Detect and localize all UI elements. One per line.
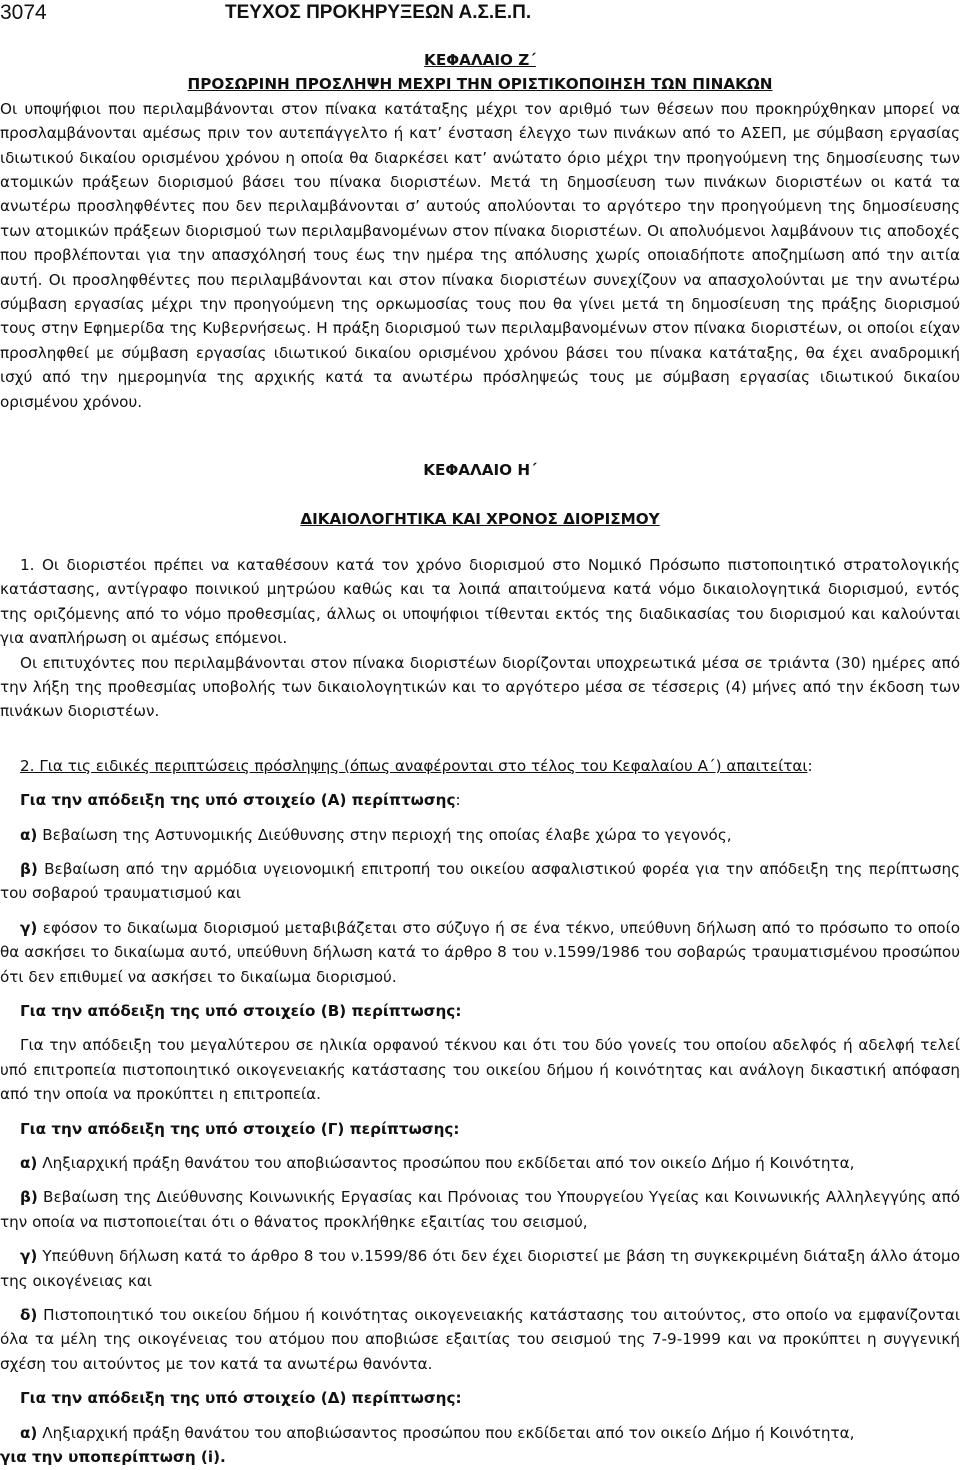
case-c-item-d (0, 1303, 960, 1376)
item-label: α) (20, 825, 38, 844)
item-label: β) (20, 859, 38, 878)
item-text: Βεβαίωση της Διεύθυνσης Κοινωνικής Εργασίας και Πρόνοιας του Υπουργείου Υγείας και Κοινωνικής Αλληλεγγύης από την οποία να πιστοποιείται ότι ο θάνατος προκλήθηκε εξαιτίας του σεισμού, (0, 1188, 960, 1231)
case-c-item-b (0, 1185, 960, 1234)
item-label: γ) (20, 918, 38, 937)
document-body (0, 30, 960, 1470)
case-a-heading (0, 788, 960, 812)
chapter-z-paragraph: Οι υποψήφιοι που περιλαμβάνονται στον πίνακα κατάταξης μέχρι τον αριθμό των θέσεων που προκηρύχθηκαν μπορεί να προσλαμβάνονται αμέσως πριν τον αυτεπάγγελτο ή κατ’ ένσταση έλεγχο των πινάκων από το ΑΣΕΠ, με σύμβαση εργασίας ιδιωτικού δικαίου ορισμένου χρόνου η οποία θα διαρκέσει κατ’ ανώτατο όριο μέχρι την προηγούμενη της δημοσίευσης των ατομικών πράξεων διορισμού βάσει του πίνακα διοριστέων. Μετά τη δημοσίευση των πινάκων διοριστέων οι κατά τα ανωτέρω προσληφθέντες που δεν περιλαμβάνονται σ’ αυτούς απολύονται το αργότερο την προηγούμενη της δημοσίευσης των ατομικών πράξεων διορισμού των περιλαμβανομένων στον πίνακα διοριστέων. Οι απολυόμενοι λαμβάνουν τις αποδοχές που προβλέπονται για την απασχόλησή τους έως την ημέρα της απόλυσης χωρίς οποιαδήποτε αποζημίωση από την αιτία αυτή. Οι προσληφθέντες που περιλαμβάνονται και στον πίνακα διοριστέων συνεχίζουν να απασχολούνται με την ανωτέρω σύμβαση εργασίας μέχρι την προηγούμενη της ορκωμοσίας τους που θα γίνει μετά τη δημοσίευση της πράξης διορισμού τους στην Εφημερίδα της Κυβερνήσεως. Η πράξη διορισμού των περιλαμβανομένων στον πίνακα διοριστέων, οι οποίοι είχαν προσληφθεί με σύμβαση εργασίας ιδιωτικού δικαίου ορισμένου χρόνου βάσει του πίνακα κατάταξης, θα έχει αναδρομική ισχύ από την ημερομηνία της αρχικής κατά τα ανωτέρω πρόσληψεώς τους με σύμβαση εργασίας ιδιωτικού δικαίου ορισμένου χρόνου. (0, 99, 960, 411)
case-b-heading: Για την απόδειξη της υπό στοιχείο (Β) περίπτωσης: (20, 1002, 462, 1020)
case-b-text: Για την απόδειξη του μεγαλύτερου σε ηλικία ορφανού τέκνου και ότι του δύο γονείς του οποίου αδελφός ή αδελφή τελεί υπό επιτροπεία πιστοποιητικό οικογενειακής κατάστασης του οικείου δήμου ή κοινότητας και ανάλογη δικαστική απόφαση από την οποία να προκύπτει η επιτροπεία. (0, 1036, 960, 1104)
case-a-item-c (0, 916, 960, 989)
item-text: Πιστοποιητικό του οικείου δήμου ή κοινότητας οικογενειακής κατάστασης του αιτούντος, στο οποίο να εμφανίζονται όλα τα μέλη της οικογένειας του ατόμου που αποβιώσε εξαιτίας του σεισμού της 7-9-1999 και να προκύπτει η συγγενική σχέση του αιτούντος με τον κατά τα ανωτέρω θανόντα. (0, 1306, 960, 1373)
case-d-heading: Για την απόδειξη της υπό στοιχείο (Δ) περίπτωσης: (20, 1389, 462, 1408)
item-label: β) (20, 1188, 38, 1207)
item-text: Υπεύθυνη δήλωση κατά το άρθρο 8 του ν.1599/86 ότι δεν έχει διοριστεί με βάση τη συγκεκριμένη διάταξη άλλο άτομο της οικογένειας και (0, 1247, 960, 1290)
item-text: εφόσον το δικαίωμα διορισμού μεταβιβάζεται στο σύζυγο ή σε ένα τέκνο, υπεύθυνη δήλωση από το πρόσωπο το οποίο θα ασκήσει το δικαίωμα αυτό, υπεύθυνη δήλωση κατά το άρθρο 8 του ν.1599/1986 του σοβαρώς τραυματισμένου προσώπου ότι δεν επιθυμεί να ασκήσει το δικαίωμα διορισμού. (0, 918, 960, 986)
item-label: γ) (20, 1247, 38, 1266)
chapter-h-paragraph-1: 1. Οι διοριστέοι πρέπει να καταθέσουν κατά τον χρόνο διορισμού στο Νομικό Πρόσωπο πιστοποιητικό στρατολογικής κατάστασης, αντίγραφο ποινικού μητρώου καθώς και τα λοιπά απαιτούμενα κατά νόμο δικαιολογητικά διορισμού, εντός της οριζόμενης από το νόμο προθεσμίας, άλλως οι υποψήφιοι τίθενται εκτός της διαδικασίας του διορισμού και καλούνται για αναπλήρωση οι αμέσως επόμενοι. (0, 555, 960, 648)
case-c-heading: Για την απόδειξη της υπό στοιχείο (Γ) περίπτωσης: (20, 1119, 460, 1138)
case-c-item-c (0, 1244, 960, 1293)
item-label: α) (20, 1154, 38, 1173)
page-number: 3074 (0, 1, 47, 24)
item-text: Βεβαίωση της Αστυνομικής Διεύθυνσης στην περιοχή της οποίας έλαβε χώρα το γεγονός, (37, 825, 732, 844)
chapter-h-paragraph-3 (0, 754, 960, 778)
case-d-item-a (0, 1421, 960, 1445)
paragraph-3-tail: : (807, 756, 813, 775)
chapter-h-title: ΚΕΦΑΛΑΙΟ Η΄ (423, 461, 537, 480)
page-header (0, 0, 960, 30)
item-text: Ληξιαρχική πράξη θανάτου του αποβιώσαντος προσώπου που εκδίδεται από τον οικείο Δήμο ή Κοινότητα, (37, 1154, 855, 1173)
issue-title: ΤΕΥΧΟΣ ΠΡΟΚΗΡΥΞΕΩΝ Α.Σ.Ε.Π. (225, 2, 532, 23)
paragraph-3-text: Για τις ειδικές περιπτώσεις πρόσληψης (όπως αναφέρονται στο τέλος του Κεφαλαίου Α΄) απαιτείται (34, 756, 808, 775)
case-d-subcase: για την υποπερίπτωση (i). (0, 1448, 226, 1467)
case-a-item-b (0, 857, 960, 906)
case-a-heading-tail: : (455, 791, 461, 810)
chapter-z-subtitle: ΠΡΟΣΩΡΙΝΗ ΠΡΟΣΛΗΨΗ ΜΕΧΡΙ ΤΗΝ ΟΡΙΣΤΙΚΟΠΟΙΗΣΗ ΤΩΝ ΠΙΝΑΚΩΝ (187, 75, 773, 94)
item-text: Βεβαίωση από την αρμόδια υγειονομική επιτροπή του οικείου ασφαλιστικού φορέα για την απόδειξη της περίπτωσης του σοβαρού τραυματισμού και (0, 859, 960, 903)
case-c-item-a (0, 1151, 960, 1175)
item-label: δ) (20, 1306, 38, 1325)
paragraph-3-number: 2. (20, 756, 35, 775)
chapter-z-title: ΚΕΦΑΛΑΙΟ Ζ΄ (424, 51, 536, 69)
item-label: α) (20, 1423, 38, 1442)
chapter-h-subtitle: ΔΙΚΑΙΟΛΟΓΗΤΙΚΑ ΚΑΙ ΧΡΟΝΟΣ ΔΙΟΡΙΣΜΟΥ (300, 509, 660, 528)
item-text: Ληξιαρχική πράξη θανάτου του αποβιώσαντος προσώπου που εκδίδεται από τον οικείο Δήμο ή Κοινότητα, (37, 1423, 855, 1442)
case-a-item-a (0, 823, 960, 847)
chapter-h-paragraph-2: Οι επιτυχόντες που περιλαμβάνονται στον πίνακα διοριστέων διορίζονται υποχρεωτικά μέσα σε τριάντα (30) ημέρες από την λήξη της προθεσμίας υποβολής των δικαιολογητικών και το αργότερο μέσα σε τέσσερις (4) μήνες από την έκδοση των πινάκων διοριστέων. (0, 653, 960, 721)
case-a-heading-text: Για την απόδειξη της υπό στοιχείο (Α) περίπτωσης (20, 791, 456, 810)
